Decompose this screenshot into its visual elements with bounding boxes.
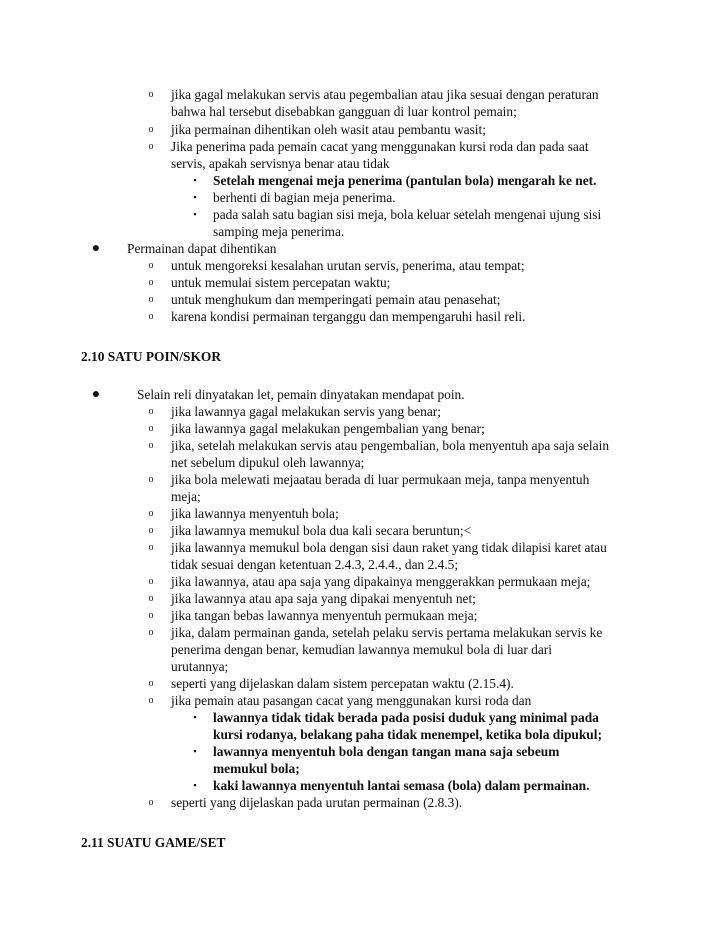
circle-bullet-icon: o [148,406,154,417]
circle-bullet-icon: o [148,440,154,451]
circle-bullet-icon: o [148,141,154,152]
list-item: berhenti di bagian meja penerima. [213,190,396,205]
list-item-continuation: net sebelum dipukul oleh lawannya; [171,455,365,470]
circle-bullet-icon: o [148,610,154,621]
list-item: Jika penerima pada pemain cacat yang menggunakan kursi roda dan pada saat [171,139,589,154]
list-item: jika lawannya atau apa saja yang dipakai menyentuh net; [171,591,476,606]
circle-bullet-icon: o [148,627,154,638]
list-item-continuation: memukul bola; [213,761,300,776]
disc-bullet-icon: ● [91,241,101,256]
list-item-continuation: samping meja penerima. [213,224,345,239]
list-item-continuation: tidak sesuai dengan ketentuan 2.4.3, 2.4.4., dan 2.4.5; [171,557,459,572]
list-item: jika, dalam permainan ganda, setelah pelaku servis pertama melakukan servis ke [171,625,603,640]
list-item: karena kondisi permainan terganggu dan mempengaruhi hasil reli. [171,309,526,324]
circle-bullet-icon: o [148,695,154,706]
list-item-continuation: kursi rodanya, belakang paha tidak menempel, ketika bola dipukul; [213,727,602,742]
list-item: Permainan dapat dihentikan [127,241,277,256]
list-item: jika lawannya gagal melakukan pengembalian yang benar; [171,421,485,436]
list-item: jika lawannya memukul bola dengan sisi daun raket yang tidak dilapisi karet atau [171,540,607,555]
list-item: untuk mengoreksi kesalahan urutan servis, penerima, atau tempat; [171,258,525,273]
square-bullet-icon: ▪ [193,780,197,790]
square-bullet-icon: ▪ [193,192,197,202]
section-heading: 2.11 SUATU GAME/SET [81,835,226,850]
circle-bullet-icon: o [148,593,154,604]
list-item: lawannya menyentuh bola dengan tangan mana saja sebeum [213,744,560,759]
circle-bullet-icon: o [148,525,154,536]
list-item: jika lawannya, atau apa saja yang dipakainya menggerakkan permukaan meja; [171,574,591,589]
circle-bullet-icon: o [148,124,154,135]
list-item: kaki lawannya menyentuh lantai semasa (bola) dalam permainan. [213,778,590,793]
square-bullet-icon: ▪ [193,175,197,185]
list-item: pada salah satu bagian sisi meja, bola keluar setelah mengenai ujung sisi [213,207,602,222]
list-item: Selain reli dinyatakan let, pemain dinyatakan mendapat poin. [137,387,465,402]
circle-bullet-icon: o [148,277,154,288]
list-item: untuk menghukum dan memperingati pemain atau penasehat; [171,292,501,307]
circle-bullet-icon: o [148,260,154,271]
circle-bullet-icon: o [148,474,154,485]
circle-bullet-icon: o [148,797,154,808]
list-item: seperti yang dijelaskan dalam sistem percepatan waktu (2.15.4). [171,676,514,691]
list-item: jika pemain atau pasangan cacat yang menggunakan kursi roda dan [171,693,532,708]
list-item: jika lawannya menyentuh bola; [171,506,339,521]
list-item: jika tangan bebas lawannya menyentuh permukaan meja; [171,608,478,623]
circle-bullet-icon: o [148,508,154,519]
square-bullet-icon: ▪ [193,209,197,219]
list-item: seperti yang dijelaskan pada urutan permainan (2.8.3). [171,795,463,810]
circle-bullet-icon: o [148,678,154,689]
list-item-continuation: servis, apakah servisnya benar atau tidak [171,156,390,171]
square-bullet-icon: ▪ [193,746,197,756]
list-item: lawannya tidak tidak berada pada posisi duduk yang minimal pada [213,710,599,725]
list-item-continuation: bahwa hal tersebut disebabkan gangguan di luar kontrol pemain; [171,104,517,119]
circle-bullet-icon: o [148,542,154,553]
circle-bullet-icon: o [148,89,154,100]
list-item: Setelah mengenai meja penerima (pantulan bola) mengarah ke net. [213,173,597,188]
list-item-continuation: meja; [171,489,201,504]
list-item-continuation: penerima dengan benar, kemudian lawannya memukul bola di luar dari [171,642,552,657]
section-heading: 2.10 SATU POIN/SKOR [81,349,221,364]
list-item: jika gagal melakukan servis atau pegembalian atau jika sesuai dengan peraturan [171,87,599,102]
circle-bullet-icon: o [148,311,154,322]
list-item: jika bola melewati mejaatau berada di luar permukaan meja, tanpa menyentuh [171,472,590,487]
circle-bullet-icon: o [148,576,154,587]
circle-bullet-icon: o [148,294,154,305]
list-item: jika, setelah melakukan servis atau pengembalian, bola menyentuh apa saja selain [171,438,610,453]
list-item: jika lawannya gagal melakukan servis yang benar; [171,404,441,419]
list-item: jika lawannya memukul bola dua kali secara beruntun;< [171,523,472,538]
circle-bullet-icon: o [148,423,154,434]
list-item: untuk memulai sistem percepatan waktu; [171,275,391,290]
list-item: jika permainan dihentikan oleh wasit atau pembantu wasit; [171,122,486,137]
square-bullet-icon: ▪ [193,712,197,722]
disc-bullet-icon: ● [91,387,101,402]
list-item-continuation: urutannya; [171,659,229,674]
